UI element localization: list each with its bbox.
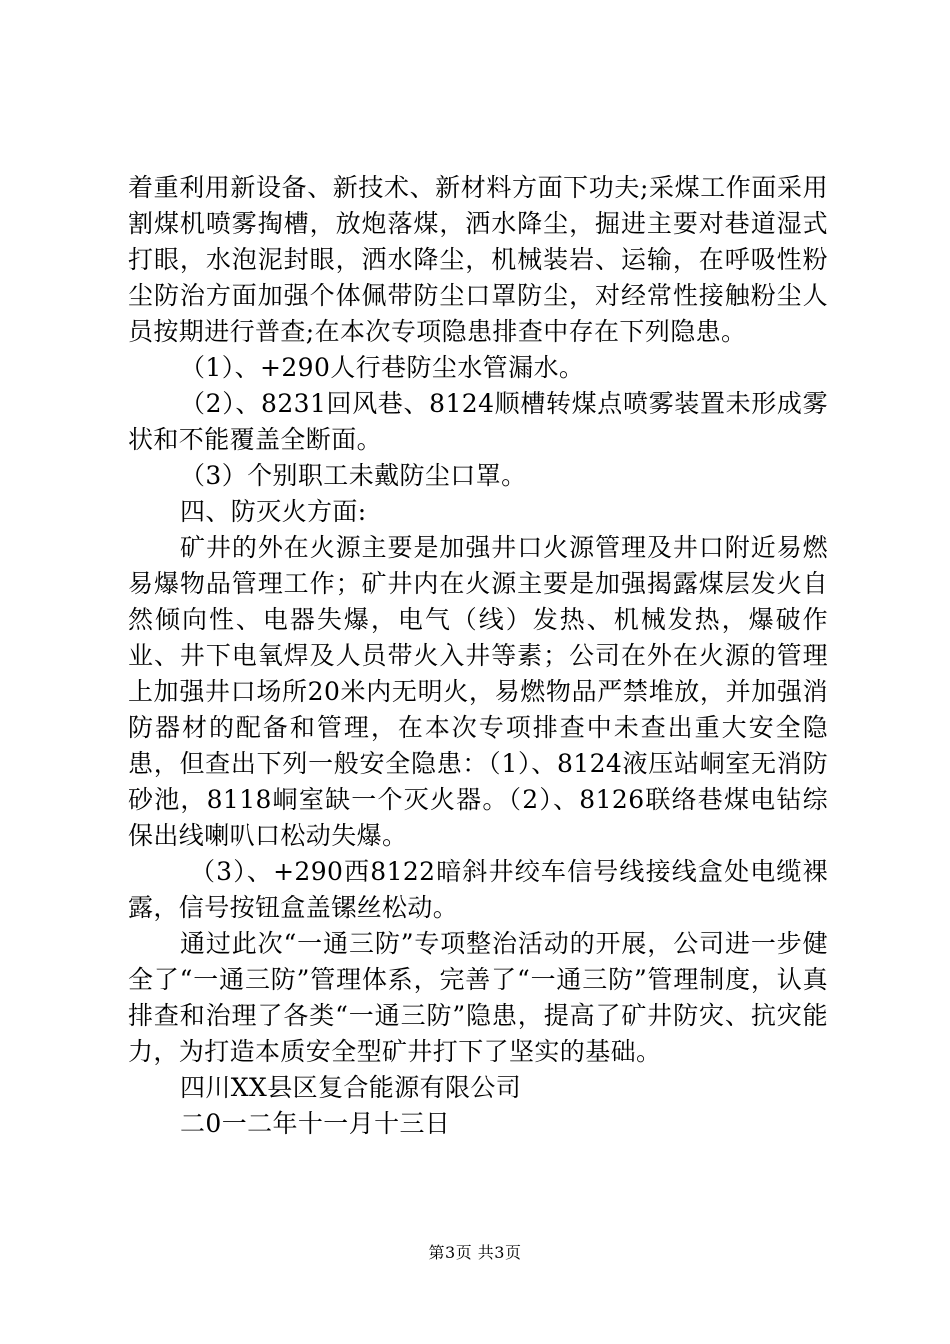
paragraph-fire-sources: 矿井的外在火源主要是加强井口火源管理及井口附近易燃易爆物品管理工作；矿井内在火源主要是加强揭露煤层发火自然倾向性、电器失爆，电气（线）发热、机械发热，爆破作业、井下电氧焊及人员带火入井等素；公司在外在火源的管理上加强井口场所20米内无明火，易燃物品严禁堆放，并加强消防器材的配备和管理，在本次专项排查中未查出重大安全隐患，但查出下列一般安全隐患：（1）、8124液压站峒室无消防砂池，8118峒室缺一个灭火器。（2）、8126联络巷煤电钻综保出线喇叭口松动失爆。: [128, 533, 828, 850]
document-date: 二0一二年十一月十三日: [180, 1109, 451, 1138]
paragraph-hazard-3: （3）个别职工未戴防尘口罩。: [180, 461, 527, 490]
company-signature: 四川XX县区复合能源有限公司: [180, 1073, 522, 1102]
paragraph-hazard-2: （2）、8231回风巷、8124顺槽转煤点喷雾装置未形成雾状和不能覆盖全断面。: [128, 389, 828, 454]
paragraph-dust-measures: 着重利用新设备、新技术、新材料方面下功夫;采煤工作面采用割煤机喷雾掏槽，放炮落煤，洒水降尘，掘进主要对巷道湿式打眼，水泡泥封眼，洒水降尘，机械装岩、运输，在呼吸性粉尘防治方面加强个体佩带防尘口罩防尘，对经常性接触粉尘人员按期进行普查;在本次专项隐患排查中存在下列隐患。: [128, 173, 828, 346]
paragraph-fire-hazard-3: （3）、+290西8122暗斜井绞车信号线接线盒处电缆裸露，信号按钮盒盖镙丝松动。: [128, 857, 828, 922]
page-number-footer: 第3页 共3页: [428, 1243, 522, 1262]
paragraph-hazard-1: （1）、+290人行巷防尘水管漏水。: [180, 353, 585, 382]
document-body: [128, 170, 828, 1142]
paragraph-conclusion: 通过此次“一通三防”专项整治活动的开展，公司进一步健全了“一通三防”管理体系，完善了“一通三防”管理制度，认真排查和治理了各类“一通三防”隐患，提高了矿井防灾、抗灾能力，为打造本质安全型矿井打下了坚实的基础。: [128, 929, 828, 1066]
section-heading-fire-prevention: 四、防灭火方面:: [180, 497, 367, 526]
